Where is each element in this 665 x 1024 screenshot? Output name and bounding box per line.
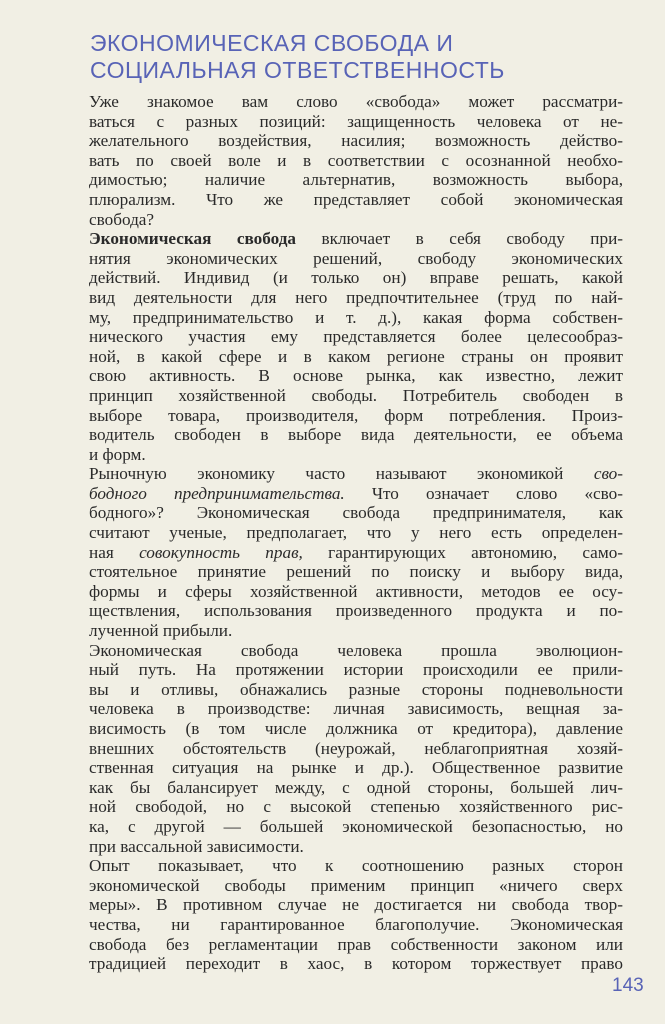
text-line: чества, ни гарантированное благополучие. Экономическая	[89, 914, 623, 934]
text-line: человека в производстве: личная зависимость, вещная за-	[89, 699, 623, 719]
text-fragment: Что означает слово «сво-	[344, 483, 623, 503]
text-line: ственная ситуация на рынке и др.). Общественное развитие	[89, 758, 623, 778]
text-line: вать по своей воле и в соответствии с осознанной необхо-	[89, 150, 623, 170]
text-line: стоятельное принятие решений по поиску и выбору вида,	[89, 562, 623, 582]
text-line: нятия экономических решений, свободу экономических	[89, 248, 623, 268]
text-line: вид деятельности для него предпочтительнее (труд по най-	[89, 287, 623, 307]
paragraph-2	[89, 229, 623, 464]
text-line: Опыт показывает, что к соотношению разных сторон	[89, 856, 623, 876]
text-line: ный путь. На протяжении истории происходили ее прили-	[89, 660, 623, 680]
paragraph-4	[89, 641, 623, 857]
text-line: ка, с другой — большей экономической безопасностью, но	[89, 816, 623, 836]
text-fragment: ная	[89, 542, 140, 562]
paragraph-1	[89, 92, 623, 229]
text-line: меры». В противном случае не достигается ни свобода твор-	[89, 895, 623, 915]
text-line: нического участия ему представляется более целесообраз-	[89, 327, 623, 347]
text-line: свобода без регламентации прав собственности законом или	[89, 934, 623, 954]
text-line	[89, 543, 623, 563]
text-fragment: Рыночную экономику часто называют экономикой	[89, 464, 594, 484]
text-line: формы и сферы хозяйственной активности, методов ее осу-	[89, 581, 623, 601]
text-line: свою активность. В основе рынка, как известно, лежит	[89, 366, 623, 386]
italic-term: совокупность прав,	[139, 542, 303, 562]
text-line: при вассальной зависимости.	[89, 836, 304, 856]
text-line: ной, в какой сфере и в каком регионе страны он проявит	[89, 346, 623, 366]
text-line	[89, 484, 623, 504]
text-line: принцип хозяйственной свободы. Потребитель свободен в	[89, 385, 623, 405]
text-line: как бы балансирует между, с одной стороны, большей лич-	[89, 777, 623, 797]
term-economic-freedom: Экономическая свобода	[89, 229, 297, 249]
text-line: димостью; наличие альтернатив, возможность выбора,	[89, 170, 623, 190]
text-line: Экономическая свобода человека прошла эволюцион-	[89, 640, 623, 660]
text-line: внешних обстоятельств (неурожай, неблагоприятная хозяй-	[89, 738, 623, 758]
text-line: свобода?	[89, 209, 155, 229]
text-line: бодного»? Экономическая свобода предпринимателя, как	[89, 503, 623, 523]
text-line	[89, 229, 623, 249]
text-line: ществления, использования произведенного продукта и по-	[89, 601, 623, 621]
text-line: му, предпринимательство и т. д.), какая форма собствен-	[89, 307, 623, 327]
text-line: и форм.	[89, 444, 146, 464]
text-line: плюрализм. Что же представляет собой экономическая	[89, 189, 623, 209]
text-line	[89, 464, 623, 484]
text-line: висимость (в том числе должника от кредитора), давление	[89, 719, 623, 738]
text-fragment: гарантирующих автономию, само-	[302, 542, 624, 562]
page-number: 143	[612, 975, 644, 996]
text-line: лученной прибыли.	[89, 621, 233, 641]
text-line: желательного воздействия, насилия; возможность действо-	[89, 131, 623, 151]
section-title-line-2: СОЦИАЛЬНАЯ ОТВЕТСТВЕННОСТЬ	[90, 57, 505, 83]
text-line: ваться с разных позиций: защищенность человека от не-	[89, 111, 623, 131]
text-line: традицией переходит в хаос, в котором торжествует право	[89, 954, 623, 974]
italic-term: сво-	[593, 464, 623, 484]
text-line: считают ученые, предполагает, что у него есть определен-	[89, 523, 623, 543]
paragraph-5	[89, 856, 623, 974]
section-title	[90, 30, 630, 84]
text-fragment: включает в себя свободу при-	[296, 229, 624, 249]
section-title-line-1: ЭКОНОМИЧЕСКАЯ СВОБОДА И	[90, 30, 454, 56]
text-line: ной свободой, но с высокой степенью хозяйственного рис-	[89, 797, 623, 817]
text-line: Уже знакомое вам слово «свобода» может рассматри-	[89, 92, 623, 111]
text-line: выборе товара, производителя, форм потребления. Произ-	[89, 405, 623, 425]
paragraph-3	[89, 464, 623, 640]
text-line: вы и отливы, обнажались разные стороны подневольности	[89, 679, 623, 699]
text-line: водитель свободен в выборе вида деятельности, ее объема	[89, 425, 623, 445]
text-line: экономической свободы применим принцип «ничего сверх	[89, 875, 623, 895]
body-text	[89, 92, 623, 974]
text-line: действий. Индивид (и только он) вправе решать, какой	[89, 268, 623, 288]
italic-term: бодного предпринимательства.	[89, 483, 345, 503]
